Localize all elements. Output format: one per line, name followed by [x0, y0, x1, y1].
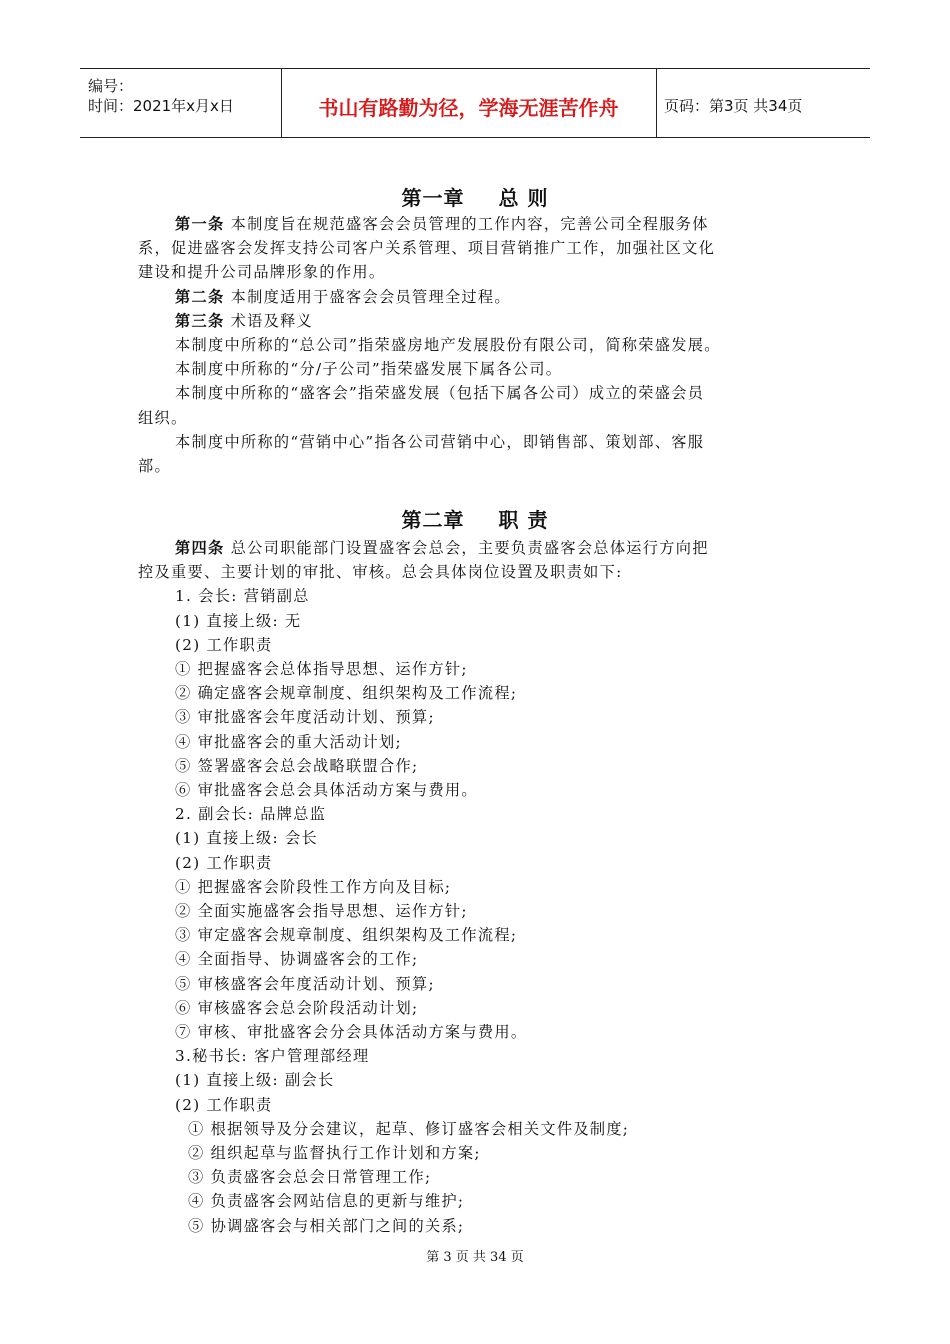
article-2-label: 第二条	[175, 287, 225, 306]
document-number-label: 编号：	[88, 77, 134, 95]
duty-list-item: ④ 负责盛客会网站信息的更新与维护;	[188, 1192, 465, 1211]
duty-list-item: ① 把握盛客会总体指导思想、运作方针;	[175, 660, 468, 679]
chapter-1-name: 总 则	[498, 186, 549, 210]
definition-4	[138, 430, 814, 478]
duty-list-item: ⑤ 协调盛客会与相关部门之间的关系;	[188, 1216, 465, 1235]
article-3-label: 第三条	[175, 311, 225, 330]
definition-2: 本制度中所称的“分/子公司”指荣盛发展下属各公司。	[175, 360, 563, 379]
duty-list-item: ④ 全面指导、协调盛客会的工作;	[175, 950, 419, 969]
duty-list	[138, 584, 814, 1237]
article-2-text: 本制度适用于盛客会会员管理全过程。	[230, 287, 511, 306]
duty-list-item: ② 组织起草与监督执行工作计划和方案;	[188, 1144, 481, 1163]
chapter-2-body	[138, 536, 814, 1238]
duty-list-item: 3.秘书长: 客户管理部经理	[175, 1047, 370, 1066]
duty-list-item: ③ 负责盛客会总会日常管理工作;	[188, 1168, 432, 1187]
header-motto: 书山有路勤为径，学海无涯苦作舟	[318, 96, 619, 120]
definition-1: 本制度中所称的“总公司”指荣盛房地产发展股份有限公司，简称荣盛发展。	[175, 336, 721, 355]
header-page-cell	[656, 69, 870, 137]
article-1-text: 本制度旨在规范盛客会会员管理的工作内容，完善公司全程服务体	[230, 215, 709, 233]
article-4-text: 总公司职能部门设置盛客会总会，主要负责盛客会总体运行方向把	[230, 539, 709, 557]
definition-3-text: 本制度中所称的“盛客会”指荣盛发展（包括下属各公司）成立的荣盛会员	[175, 384, 705, 403]
duty-list-item: ③ 审定盛客会规章制度、组织架构及工作流程;	[175, 926, 518, 945]
duty-list-item: ④ 审批盛客会的重大活动计划;	[175, 732, 402, 751]
article-4	[138, 536, 814, 584]
header-page-info: 页码：第3页 共34页	[664, 97, 803, 115]
duty-list-item: ① 把握盛客会阶段性工作方向及目标;	[175, 877, 452, 896]
chapter-2-number: 第二章	[401, 508, 465, 532]
article-3-text: 术语及释义	[230, 311, 314, 330]
duty-list-item: (1) 直接上级: 会长	[175, 829, 319, 848]
chapter-1-body	[138, 212, 814, 478]
definition-4-text-2: 部。	[138, 457, 171, 476]
page-header	[80, 68, 870, 138]
chapter-1-title	[138, 182, 812, 211]
duty-list-item: 1. 会长: 营销副总	[175, 587, 310, 606]
duty-list-item: ⑥ 审核盛客会总会阶段活动计划;	[175, 998, 419, 1017]
article-1-text-2: 系，促进盛客会发挥支持公司客户关系管理、项目营销推广工作，加强社区文化	[138, 239, 716, 258]
duty-list-item: ⑦ 审核、审批盛客会分会具体活动方案与费用。	[175, 1023, 528, 1042]
article-1-label: 第一条	[175, 215, 225, 233]
duty-list-item: (1) 直接上级: 无	[175, 611, 302, 630]
duty-list-item: ⑥ 审批盛客会总会具体活动方案与费用。	[175, 781, 478, 800]
document-date-label: 时间：2021年x月x日	[88, 97, 234, 115]
duty-list-item: ⑤ 签署盛客会总会战略联盟合作;	[175, 756, 419, 775]
duty-list-item: (1) 直接上级: 副会长	[175, 1071, 335, 1090]
definition-4-text: 本制度中所称的“营销中心”指各公司营销中心，即销售部、策划部、客服	[175, 432, 705, 451]
chapter-2-title	[138, 504, 812, 533]
article-4-label: 第四条	[175, 539, 225, 557]
chapter-2-name: 职 责	[498, 508, 549, 532]
chapter-1-number: 第一章	[401, 186, 465, 210]
article-3	[138, 309, 814, 333]
header-motto-cell	[281, 69, 657, 137]
duty-list-item: ② 全面实施盛客会指导思想、运作方针;	[175, 902, 468, 921]
duty-list-item: 2. 副会长: 品牌总监	[175, 805, 327, 824]
duty-list-item: (2) 工作职责	[175, 635, 273, 654]
definition-3-text-2: 组织。	[138, 408, 188, 427]
duty-list-item: ⑤ 审核盛客会年度活动计划、预算;	[175, 974, 435, 993]
article-2	[138, 285, 814, 309]
article-1-text-3: 建设和提升公司品牌形象的作用。	[138, 263, 386, 282]
duty-list-item: (2) 工作职责	[175, 853, 273, 872]
header-meta-cell	[80, 69, 282, 137]
duty-list-item: ② 确定盛客会规章制度、组织架构及工作流程;	[175, 684, 518, 703]
duty-list-item: ③ 审批盛客会年度活动计划、预算;	[175, 708, 435, 727]
duty-list-item: (2) 工作职责	[175, 1095, 273, 1114]
page-footer: 第 3 页 共 34 页	[426, 1250, 524, 1265]
article-1	[138, 212, 814, 285]
definition-3	[138, 381, 814, 429]
article-4-text-2: 控及重要、主要计划的审批、审核。总会具体岗位设置及职责如下:	[138, 563, 623, 582]
duty-list-item: ① 根据领导及分会建议，起草、修订盛客会相关文件及制度;	[188, 1119, 630, 1138]
